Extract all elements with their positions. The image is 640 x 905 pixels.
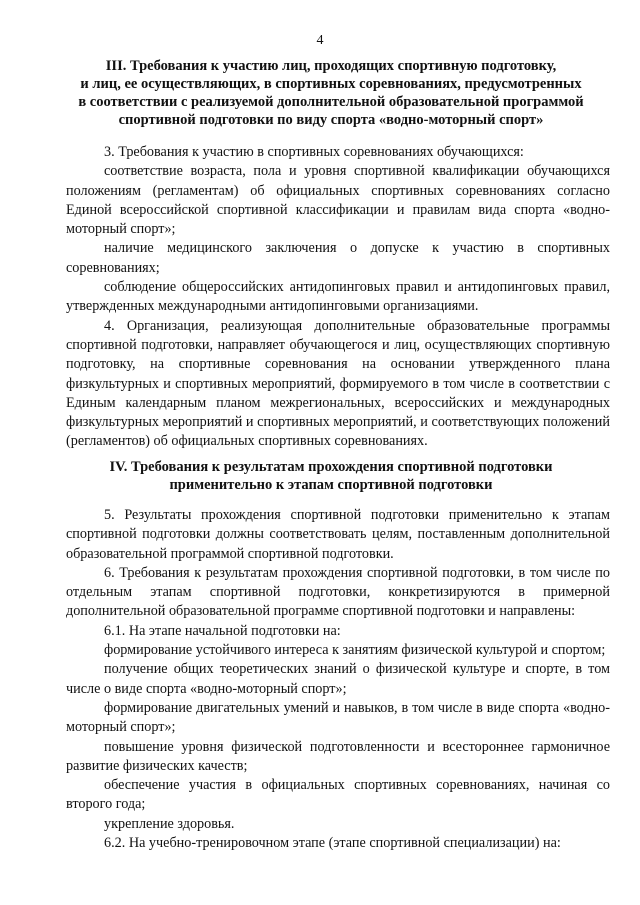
section-3-heading (66, 57, 596, 129)
section-4-heading-line: применительно к этапам спортивной подготовки (169, 477, 493, 493)
section-3-body (66, 143, 610, 452)
paragraph: укрепление здоровья. (104, 815, 235, 832)
paragraph: 5. Результаты прохождения спортивной подготовки применительно к этапам спортивной подготовки должны соответствовать целям, поставленным дополнительной образовательной программой спортивной подготовки. (66, 507, 610, 562)
section-4-body (66, 506, 610, 853)
section-4-heading (66, 458, 596, 494)
page-number: 4 (316, 33, 324, 48)
section-3-heading-line: в соответствии с реализуемой дополнительной образовательной программой (78, 94, 584, 110)
section-4-heading-line: IV. Требования к результатам прохождения спортивной подготовки (109, 459, 553, 475)
paragraph: обеспечение участия в официальных спортивных соревнованиях, начиная со второго года; (66, 777, 610, 813)
paragraph: 4. Организация, реализующая дополнительные образовательные программы спортивной подготовки, направляет обучающегося и лиц, осуществляющих спортивную подготовку, на спортивные соревнования на основании утвержденного плана физкультурных и спортивных мероприятий, формируемого в том числе в соответствии с Единым календарным планом межрегиональных, всероссийских и международных физкультурных мероприятий и спортивных мероприятий, и соответствующих положений (регламентов) об официальных спортивных соревнованиях. (66, 317, 610, 450)
paragraph: соблюдение общероссийских антидопинговых правил и антидопинговых правил, утвержденных международными антидопинговыми организациями. (66, 279, 610, 315)
paragraph: 6. Требования к результатам прохождения спортивной подготовки, в том числе по отдельным этапам спортивной подготовки, конкретизируются в примерной дополнительной образовательной программе спортивной подготовки и направлены: (66, 564, 610, 620)
paragraph: формирование двигательных умений и навыков, в том числе в виде спорта «водно-моторный спорт»; (66, 699, 610, 736)
section-3-heading-line: спортивной подготовки по виду спорта «водно-моторный спорт» (118, 112, 544, 128)
paragraph: наличие медицинского заключения о допуске к участию в спортивных соревнованиях; (66, 240, 610, 276)
paragraph: соответствие возраста, пола и уровня спортивной квалификации обучающихся положениям (регламентам) об официальных спортивных соревнованиях согласно Единой всероссийской спортивной классификации и правилам вида спорта «водно-моторный спорт»; (66, 163, 610, 238)
paragraph: формирование устойчивого интереса к занятиям физической культурой и спортом; (104, 642, 606, 659)
paragraph: получение общих теоретических знаний о физической культуре и спорте, в том числе о виде спорта «водно-моторный спорт»; (66, 661, 610, 697)
section-3-heading-line: III. Требования к участию лиц, проходящих спортивную подготовку, (105, 58, 557, 74)
paragraph: 3. Требования к участию в спортивных соревнованиях обучающихся: (104, 144, 524, 160)
paragraph: 6.1. На этапе начальной подготовки на: (104, 622, 341, 639)
paragraph: 6.2. На учебно-тренировочном этапе (этапе спортивной специализации) на: (104, 835, 561, 852)
section-3-heading-line: и лиц, ее осуществляющих, в спортивных соревнованиях, предусмотренных (80, 76, 582, 92)
paragraph: повышение уровня физической подготовленности и всестороннее гармоничное развитие физических качеств; (66, 738, 610, 774)
